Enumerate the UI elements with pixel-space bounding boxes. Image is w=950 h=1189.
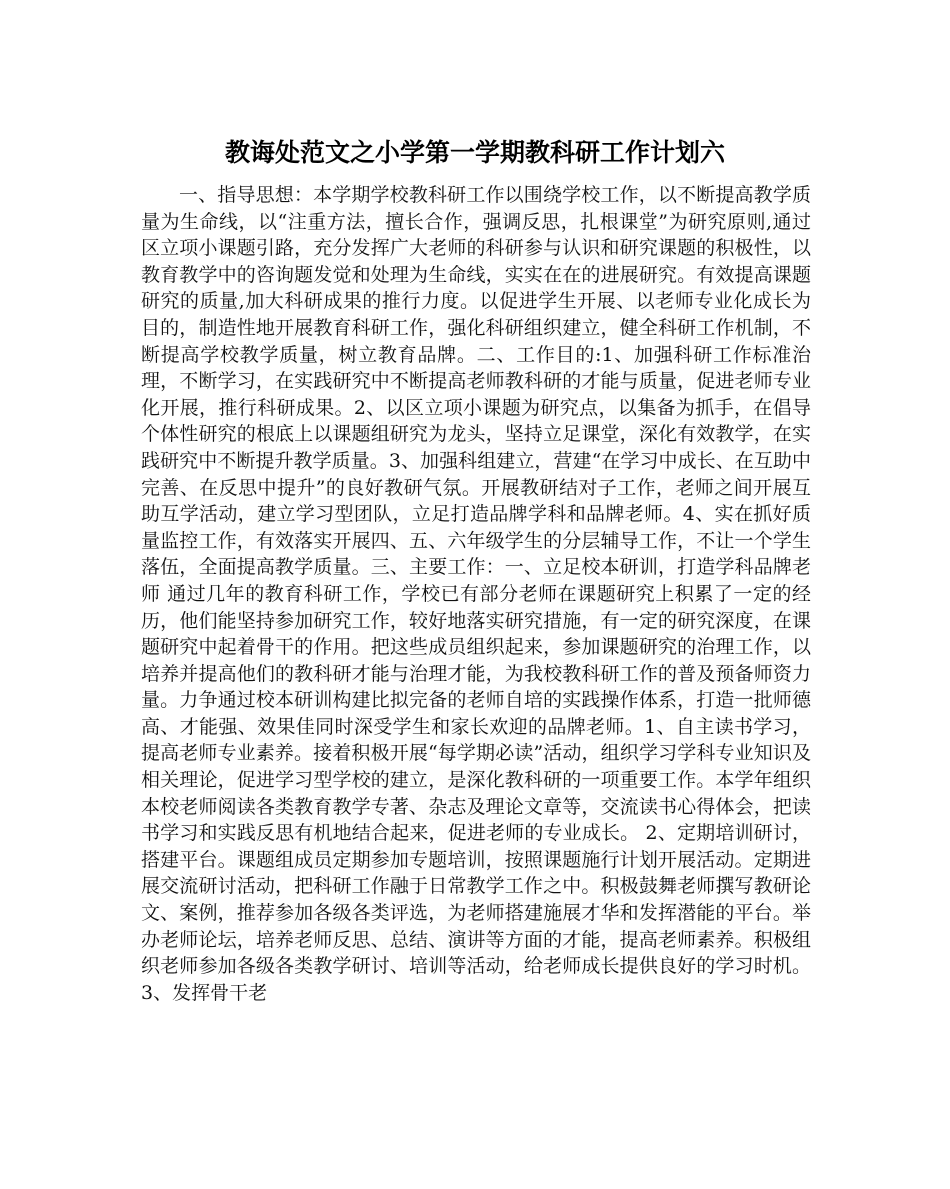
document-body-text: 一、指导思想：本学期学校教科研工作以围绕学校工作，以不断提高教学质量为生命线，以“注重方法，擅长合作，强调反思，扎根课堂”为研究原则,通过区立项小课题引路，充分发挥广大老师的科研参与认识和研究课题的积极性，以教育教学中的咨询题发觉和处理为生命线，实实在在的进展研究。有效提高课题研究的质量,加大科研成果的推行力度。以促进学生开展、以老师专业化成长为目的，制造性地开展教育科研工作，强化科研组织建立，健全科研工作机制，不断提高学校教学质量，树立教育品牌。二、工作目的:1、加强科研工作标准治理，不断学习，在实践研究中不断提高老师教科研的才能与质量，促进老师专业化开展，推行科研成果。2、以区立项小课题为研究点，以集备为抓手，在倡导个体性研究的根底上以课题组研究为龙头，坚持立足课堂，深化有效教学，在实践研究中不断提升教学质量。3、加强科组建立，营建“在学习中成长、在互助中完善、在反思中提升”的良好教研气氛。开展教研结对子工作，老师之间开展互助互学活动，建立学习型团队，立足打造品牌学科和品牌老师。4、实在抓好质量监控工作，有效落实开展四、五、六年级学生的分层辅导工作，不让一个学生落伍，全面提高教学质量。三、主要工作：一、立足校本研训，打造学科品牌老师 通过几年的教育科研工作，学校已有部分老师在课题研究上积累了一定的经历，他们能坚持参加研究工作，较好地落实研究措施，有一定的研究深度，在课题研究中起着骨干的作用。把这些成员组织起来，参加课题研究的治理工作，以培养并提高他们的教科研才能与治理才能，为我校教科研工作的普及预备师资力量。力争通过校本研训构建比拟完备的老师自培的实践操作体系，打造一批师德高、才能强、效果佳同时深受学生和家长欢迎的品牌老师。1、自主读书学习，提高老师专业素养。接着积极开展“每学期必读”活动，组织学习学科专业知识及相关理论，促进学习型学校的建立，是深化教科研的一项重要工作。本学年组织本校老师阅读各类教育教学专著、杂志及理论文章等，交流读书心得体会，把读书学习和实践反思有机地结合起来，促进老师的专业成长。 2、定期培训研讨，搭建平台。课题组成员定期参加专题培训，按照课题施行计划开展活动。定期进展交流研讨活动，把科研工作融于日常教学工作之中。积极鼓舞老师撰写教研论文、案例，推荐参加各级各类评选，为老师搭建施展才华和发挥潜能的平台。举办老师论坛，培养老师反思、总结、演讲等方面的才能，提高老师素养。积极组织老师参加各级各类教学研讨、培训等活动，给老师成长提供良好的学习时机。 3、发挥骨干老 [141,184,811,1004]
document-title: 教诲处范文之小学第一学期教科研工作计划六 [224,138,725,167]
